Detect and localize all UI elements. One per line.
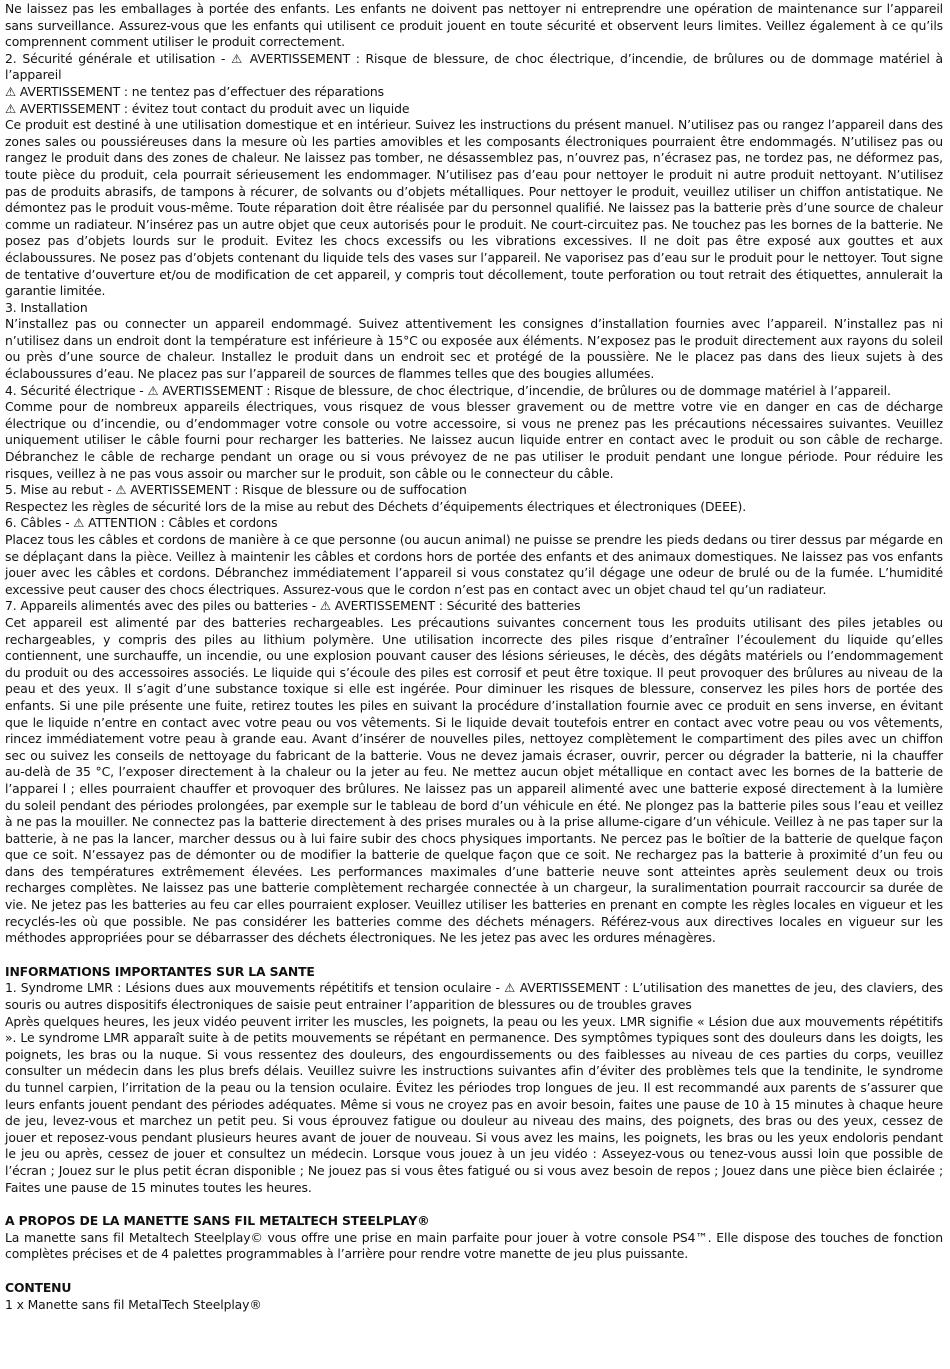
health-heading: 1. Syndrome LMR : Lésions dues aux mouvements répétitifs et tension oculaire - ⚠ AVERTISSEMENT : L’utilisation des manettes de jeu, des claviers, des souris ou autres dispositifs électroniques de saisie peut entrainer l’apparition de blessures ou de troubles graves (5, 980, 943, 1013)
section-5-heading: 5. Mise au rebut - ⚠ AVERTISSEMENT : Risque de blessure ou de suffocation (5, 482, 467, 498)
health-title: INFORMATIONS IMPORTANTES SUR LA SANTE (5, 963, 315, 979)
section-2-warning-repairs: ⚠ AVERTISSEMENT : ne tentez pas d’effectuer des réparations (5, 83, 384, 99)
contents-title: CONTENU (5, 1279, 72, 1295)
section-4-body: Comme pour de nombreux appareils électriques, vous risquez de vous blesser gravement ou de mettre votre vie en danger en cas de décharge électrique ou d’incendie, ou d’endommager votre console ou votre accessoire, si vous ne prenez pas les précautions nécessaires suivantes. Veuillez uniquement utiliser le câble fourni pour recharger les batteries. Ne laissez aucun liquide entrer en contact avec le produit ou son câble de recharge. Débranchez le câble de recharge pendant un orage ou si vous prévoyez de ne pas utiliser le produit pendant une longue période. Pour réduire les risques, veillez à ne pas vous assoir ou marcher sur le produit, son câble ou le connecteur du câble. (5, 399, 943, 481)
section-7-body: Cet appareil est alimenté par des batteries rechargeables. Les précautions suivantes concernent tous les produits utilisant des piles jetables ou rechargeables, y compris des piles au lithium polymère. Une utilisation incorrecte des piles risque d’entraîner l’écoulement du liquide qu’elles contiennent, une surchauffe, un incendie, ou une explosion pouvant causer des lésions sérieuses, le décès, des dégâts matériels ou l’endommagement du produit ou des accessoires associés. Le liquide qui s’écoule des piles est corrosif et peut être toxique. Il peut provoquer des brûlures au niveau de la peau et des yeux. Il s’agit d’une substance toxique si elle est ingérée. Pour diminuer les risques de blessure, conservez les piles hors de portée des enfants. Si une pile présente une fuite, retirez toutes les piles en suivant la procédure d’installation fournie avec ce produit en sens inverse, en évitant que le liquide n’entre en contact avec votre peau ou vos vêtements. Si le liquide devait toutefois entrer en contact avec votre peau ou vos vêtements, rincez immédiatement votre peau à grande eau. Avant d’insérer de nouvelles piles, nettoyez complètement le compartiment des piles avec un chiffon sec ou suivez les conseils de nettoyage du fabricant de la batterie. Vous ne devez jamais écraser, ouvrir, percer ou dégrader la batterie, ni la chauffer au-delà de 35 °C, l’exposer directement à la chaleur ou la jeter au feu. Ne mettez aucun objet métallique en contact avec les bornes de la batterie de l’apparei l ; elles pourraient chauffer et provoquer des brûlures. Ne laissez pas un appareil alimenté avec une batterie exposé directement à la lumière du soleil pendant des périodes prolongées, par exemple sur le tableau de bord d’un véhicule en été. Ne plongez pas la batterie piles sous l’eau et veillez à ne pas la mouiller. Ne connectez pas la batterie directement à des prises murales ou à la prise allume-cigare d’un véhicule. Veillez à ne pas taper sur la batterie, à ne pas la lancer, marcher dessus ou à lui faire subir des chocs physiques importants. Ne percez pas le boîtier de la batterie de quelque façon que ce soit. N’essayez pas de démonter ou de modifier la batterie de quelque façon que ce soit. Ne rechargez pas la batterie à proximité d’un feu ou dans des températures extrêmement élevées. Les performances maximales d’une batterie neuve sont atteintes après seulement deux ou trois recharges complètes. Ne laissez pas une batterie complètement rechargée connectée à un chargeur, la suralimentation pourrait raccourcir sa durée de vie. Ne jetez pas les batteries au feu car elles pourraient exploser. Veuillez utiliser les batteries en prenant en compte les règles locales en vigueur et les recyclés-les où que possible. Ne pas considérer les batteries comme des déchets ménagers. Référez-vous aux directives locales en vigueur sur les méthodes appropriées pour se débarrasser des déchets électroniques. Ne les jetez pas avec les ordures ménagères. (5, 614, 943, 946)
health-body: Après quelques heures, les jeux vidéo peuvent irriter les muscles, les poignets, la peau ou les yeux. LMR signifie « Lésion due aux mouvements répétitifs ». Le syndrome LMR apparaît suite à de petits mouvements se répétant en permanence. Des symptômes typiques sont des douleurs dans les doigts, les poignets, les bras ou la nuque. Si vous ressentez des douleurs, des engourdissements ou des faiblesses au niveau de ces parties du corps, veuillez consulter un médecin dans les plus brefs délais. Veuillez suivre les instructions suivantes afin d’éviter des problèmes tels que la tendinite, le syndrome du tunnel carpien, l’irritation de la peau ou la tension oculaire. Évitez les périodes trop longues de jeu. Il est recommandé aux parents de s’assurer que leurs enfants jouent pendant des périodes adéquates. Même si vous ne croyez pas en avoir besoin, faites une pause de 10 à 15 minutes à chaque heure de jeu, levez-vous et marchez un petit peu. Si vous éprouvez fatigue ou douleur au niveau des mains, des poignets, des bras ou des yeux, cessez de jouer et reposez-vous pendant plusieurs heures avant de jouer de nouveau. Si vous avez les mains, les poignets, les bras ou les yeux endoloris pendant le jeu ou après, cessez de jouer et consultez un médecin. Lorsque vous jouez à un jeu vidéo : Asseyez-vous ou tenez-vous aussi loin que possible de l’écran ; Jouez sur le plus petit écran disponible ; Ne jouez pas si vous êtes fatigué ou si vous avez besoin de repos ; Jouez dans une pièce bien éclairée ; Faites une pause de 15 minutes toutes les heures. (5, 1013, 943, 1195)
section-3-heading: 3. Installation (5, 299, 88, 315)
section-6-body: Placez tous les câbles et cordons de manière à ce que personne (ou aucun animal) ne puisse se prendre les pieds dedans ou tirer dessus par mégarde en se déplaçant dans la pièce. Veillez à maintenir les câbles et cordons hors de portée des enfants et des animaux domestiques. Ne laissez pas vos enfants jouer avec les câbles et cordons. Débranchez immédiatement l’appareil si vous constatez qu’il dégage une odeur de brulé ou de la fumée. L’humidité excessive peut causer des chocs électriques. Assurez-vous que le cordon n’est pas en contact avec un objet chaud tel qu’un radiateur. (5, 532, 943, 597)
section-2-warning-liquid: ⚠ AVERTISSEMENT : évitez tout contact du produit avec un liquide (5, 100, 410, 116)
section-2-heading: 2. Sécurité générale et utilisation - ⚠ AVERTISSEMENT : Risque de blessure, de choc électrique, d’incendie, de brûlures ou de dommage matériel à l’appareil (5, 50, 943, 83)
about-title: A PROPOS DE LA MANETTE SANS FIL METALTECH STEELPLAY® (5, 1213, 430, 1229)
section-3-body: N’installez pas ou connecter un appareil endommagé. Suivez attentivement les consignes d’installation fournies avec l’appareil. N’installez pas ni n’utilisez dans un endroit dont la température est inférieure à 15°C ou exposée aux éléments. N’exposez pas le produit directement aux rayons du soleil ou près d’une source de chaleur. Installez le produit dans un endroit sec et protégé de la poussière. Ne le placez pas dans des lieux sujets à des éclaboussures d’eau. Ne placez pas sur l’appareil de sources de flammes telles que des bougies allumées. (5, 316, 943, 382)
about-body: La manette sans fil Metaltech Steelplay© vous offre une prise en main parfaite pour jouer à votre console PS4™. Elle dispose des touches de fonction complètes précises et de 4 palettes programmables à l’arrière pour rendre votre manette de jeu plus puissante. (5, 1229, 943, 1262)
section-5-body: Respectez les règles de sécurité lors de la mise au rebut des Déchets d’équipements électriques et électroniques (DEEE). (5, 498, 747, 514)
section-4-heading: 4. Sécurité électrique - ⚠ AVERTISSEMENT : Risque de blessure, de choc électrique, d’incendie, de brûlures ou de dommage matériel à l’appareil. (5, 382, 891, 398)
section-2-body: Ce produit est destiné à une utilisation domestique et en intérieur. Suivez les instructions du présent manuel. N’utilisez pas ou rangez l’appareil dans des zones sales ou poussiéreuses dans la mesure où les parties amovibles et les composants électroniques pourraient être endommagés. N’utilisez pas ou rangez le produit dans des zones de chaleur. Ne laissez pas tomber, ne désassemblez pas, n’ouvrez pas, n’écrasez pas, ne tordez pas, ne déformez pas, toute pièce du produit, cela pourrait sérieusement les endommager. N’utilisez pas d’eau pour nettoyer le produit ni autre produit nettoyant. N’utilisez pas de produits abrasifs, de tampons à récurer, de solvants ou d’objets métalliques. Pour nettoyer le produit, veuillez utiliser un chiffon antistatique. Ne démontez pas le produit vous-même. Toute réparation doit être réalisée par du personnel qualifié. Ne laissez pas la batterie près d’une source de chaleur comme un radiateur. N’insérez pas un autre objet que ceux autorisés pour le produit. Ne court-circuitez pas. Ne touchez pas les bornes de la batterie. Ne posez pas d’objets lourds sur le produit. Evitez les chocs excessifs ou les vibrations excessives. Il ne doit pas être exposé aux gouttes et aux éclaboussures. Ne posez pas d’objets contenant du liquide tels des vases sur l’appareil. Ne vaporisez pas d’eau sur le produit pour le nettoyer. Tout signe de tentative d’ouverture et/ou de modification de cet appareil, y compris tout décollement, toute perforation ou tout retrait des étiquettes, annulerait la garantie limitée. (5, 117, 943, 299)
section-6-heading: 6. Câbles - ⚠ ATTENTION : Câbles et cordons (5, 515, 278, 531)
contents-item: 1 x Manette sans fil MetalTech Steelplay® (5, 1296, 262, 1312)
intro-paragraph: Ne laissez pas les emballages à portée des enfants. Les enfants ne doivent pas nettoyer ni entreprendre une opération de maintenance sur l’appareil sans surveillance. Assurez-vous que les enfants qui utilisent ce produit jouent en toute sécurité et observent leurs limites. Veillez également à ce qu’ils comprennent comment utiliser le produit correctement. (5, 1, 943, 50)
section-7-heading: 7. Appareils alimentés avec des piles ou batteries - ⚠ AVERTISSEMENT : Sécurité des batteries (5, 598, 581, 614)
